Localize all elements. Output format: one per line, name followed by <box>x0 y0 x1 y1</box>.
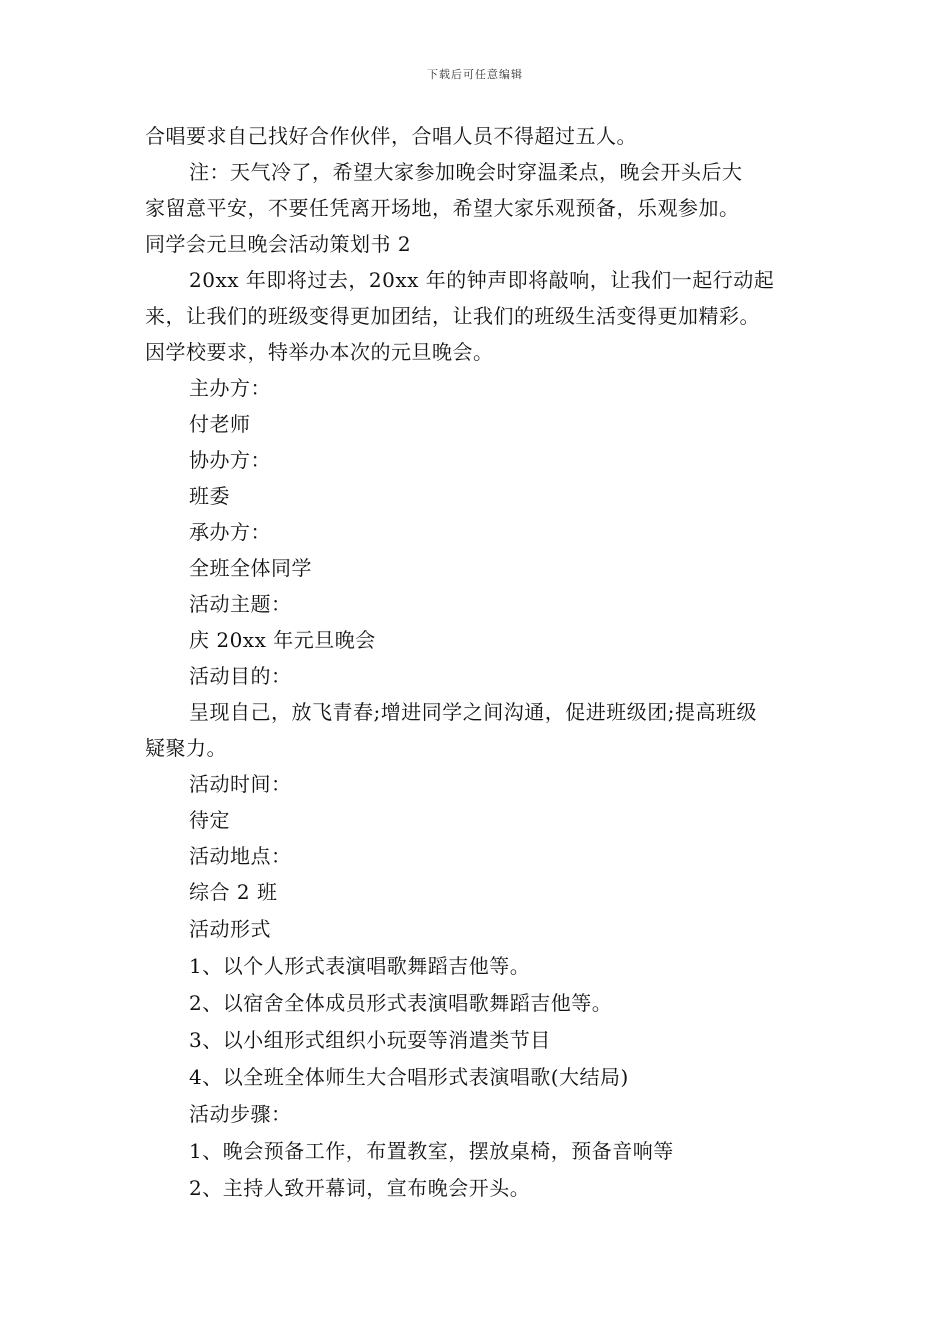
field-value: 付老师 <box>189 412 251 436</box>
field-label: 协办方： <box>189 448 271 472</box>
document-body <box>145 118 825 1206</box>
list-item: 2、以宿舍全体成员形式表演唱歌舞蹈吉他等。 <box>189 991 613 1015</box>
paragraph-line: 合唱要求自己找好合作伙伴，合唱人员不得超过五人。 <box>145 124 637 148</box>
paragraph-line: 呈现自己，放飞青春;增进同学之间沟通，促进班级团;提高班级 <box>189 700 757 724</box>
paragraph-line: 疑聚力。 <box>145 736 227 760</box>
field-label: 承办方： <box>189 520 271 544</box>
list-item: 1、晚会预备工作，布置教室，摆放桌椅，预备音响等 <box>189 1139 674 1163</box>
paragraph-line: 注：天气冷了，希望大家参加晚会时穿温柔点，晚会开头后大 <box>189 160 743 184</box>
paragraph-line: 来，让我们的班级变得更加团结，让我们的班级生活变得更加精彩。 <box>145 304 760 328</box>
field-label: 活动目的： <box>189 664 292 688</box>
paragraph-line: 因学校要求，特举办本次的元旦晚会。 <box>145 340 494 364</box>
field-label: 活动步骤： <box>189 1102 292 1126</box>
field-label: 活动时间： <box>189 772 292 796</box>
field-label: 主办方： <box>189 376 271 400</box>
field-value: 待定 <box>189 808 230 832</box>
field-label: 活动形式 <box>189 917 271 941</box>
list-item: 3、以小组形式组织小玩耍等消遣类节目 <box>189 1028 551 1052</box>
paragraph-line: 家留意平安，不要任凭离开场地，希望大家乐观预备，乐观参加。 <box>145 196 740 220</box>
field-value: 庆 20xx 年元旦晚会 <box>189 628 376 652</box>
list-item: 4、以全班全体师生大合唱形式表演唱歌(大结局) <box>189 1065 629 1089</box>
field-value: 班委 <box>189 484 230 508</box>
header-note: 下载后可任意编辑 <box>427 68 523 81</box>
list-item: 1、以个人形式表演唱歌舞蹈吉他等。 <box>189 954 531 978</box>
field-value: 综合 2 班 <box>189 880 278 904</box>
section-heading: 同学会元旦晚会活动策划书 2 <box>145 232 412 256</box>
field-value: 全班全体同学 <box>189 556 312 580</box>
field-label: 活动主题： <box>189 592 292 616</box>
list-item: 2、主持人致开幕词，宣布晚会开头。 <box>189 1176 531 1200</box>
paragraph-line: 20xx 年即将过去，20xx 年的钟声即将敲响，让我们一起行动起 <box>189 268 775 292</box>
field-label: 活动地点： <box>189 844 292 868</box>
